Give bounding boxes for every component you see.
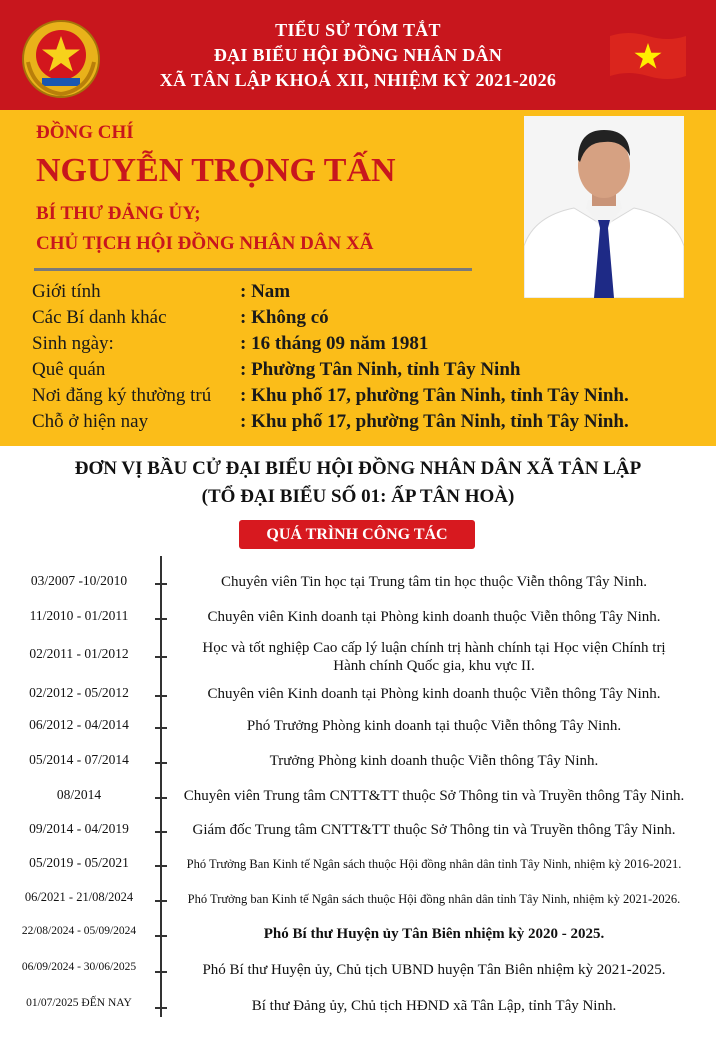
timeline-text: Giám đốc Trung tâm CNTT&TT thuộc Sở Thông tin và Truyền thông Tây Ninh. [192, 822, 676, 838]
portrait-photo [524, 116, 684, 298]
info-row-birthdate [32, 333, 692, 359]
timeline-tick [155, 583, 167, 585]
timeline-text: Phó Trưởng Ban Kinh tế Ngân sách thuộc Hội đồng nhân dân tỉnh Tây Ninh, nhiệm kỳ 2016-2021. [186, 857, 682, 871]
info-label: Quê quán [32, 359, 106, 380]
header-line-3: XÃ TÂN LẬP KHOÁ XII, NHIỆM KỲ 2021-2026 [159, 70, 557, 90]
header-banner [0, 0, 716, 110]
timeline-date: 02/2011 - 01/2012 [29, 646, 129, 661]
timeline-text: Phó Trưởng Phòng kinh doanh tại thuộc Viễn thông Tây Ninh. [246, 718, 622, 734]
timeline-date: 01/07/2025 ĐẾN NAY [26, 997, 132, 1009]
vietnam-flag-icon [608, 30, 688, 82]
timeline-date: 05/2019 - 05/2021 [29, 855, 129, 870]
timeline-date: 11/2010 - 01/2011 [29, 608, 129, 623]
info-label: Sinh ngày: [32, 333, 114, 354]
timeline-tick [155, 935, 167, 937]
timeline-tick [155, 727, 167, 729]
timeline-tick [155, 971, 167, 973]
position-line-2: CHỦ TỊCH HỘI ĐỒNG NHÂN DÂN XÃ [36, 233, 374, 254]
timeline-text: Chuyên viên Tin học tại Trung tâm tin học thuộc Viễn thông Tây Ninh. [220, 574, 648, 590]
divider [34, 268, 472, 271]
timeline-text: Trưởng Phòng kinh doanh thuộc Viễn thông Tây Ninh. [269, 753, 599, 769]
timeline-text: Phó Bí thư Huyện ủy Tân Biên nhiệm kỳ 2020 - 2025. [263, 926, 605, 942]
timeline-tick [155, 900, 167, 902]
header-line-2: ĐẠI BIỂU HỘI ĐỒNG NHÂN DÂN [213, 45, 503, 65]
comrade-title: ĐỒNG CHÍ [36, 122, 134, 143]
electoral-unit-title: ĐƠN VỊ BẦU CỬ ĐẠI BIỂU HỘI ĐỒNG NHÂN DÂN XÃ TÂN LẬP [74, 458, 642, 479]
timeline-date: 06/2021 - 21/08/2024 [24, 890, 134, 904]
timeline-tick [155, 695, 167, 697]
timeline-tick [155, 1007, 167, 1009]
info-label: Nơi đăng ký thường trú [32, 385, 212, 406]
info-label: Giới tính [32, 281, 101, 302]
timeline-text: Chuyên viên Kinh doanh tại Phòng kinh doanh thuộc Viễn thông Tây Ninh. [207, 609, 661, 625]
info-label: Chỗ ở hiện nay [32, 411, 149, 432]
info-row-current-address [32, 411, 692, 437]
timeline-date: 09/2014 - 04/2019 [29, 821, 129, 836]
timeline-text: Phó Trưởng ban Kinh tế Ngân sách thuộc Hội đồng nhân dân tỉnh Tây Ninh, nhiệm kỳ 2021-2026. [187, 892, 681, 906]
header-line-1: TIỂU SỬ TÓM TẮT [275, 20, 441, 40]
timeline-date: 02/2012 - 05/2012 [29, 685, 129, 700]
timeline-date: 22/08/2024 - 05/09/2024 [21, 925, 137, 937]
info-value: : Phường Tân Ninh, tỉnh Tây Ninh [240, 359, 521, 380]
career-section-badge: QUÁ TRÌNH CÔNG TÁC [239, 520, 475, 549]
timeline-text: Học và tốt nghiệp Cao cấp lý luận chính trị hành chính tại Học viện Chính trị Hành chính Quốc gia, khu vực II. [202, 640, 666, 674]
timeline-date: 06/2012 - 04/2014 [29, 717, 129, 732]
electoral-unit-subtitle: (TỔ ĐẠI BIỂU SỐ 01: ẤP TÂN HOÀ) [201, 486, 515, 507]
timeline-tick [155, 618, 167, 620]
info-row-gender [32, 281, 692, 307]
timeline-date: 08/2014 [56, 787, 102, 802]
timeline-tick [155, 656, 167, 658]
info-value: : Khu phố 17, phường Tân Ninh, tỉnh Tây Ninh. [240, 385, 629, 406]
timeline-tick [155, 762, 167, 764]
delegate-name: NGUYỄN TRỌNG TẤN [36, 152, 396, 189]
timeline-date: 06/09/2024 - 30/06/2025 [21, 961, 137, 973]
info-label: Các Bí danh khác [32, 307, 167, 328]
position-line-1: BÍ THƯ ĐẢNG ỦY; [36, 203, 201, 224]
info-value: : 16 tháng 09 năm 1981 [240, 333, 429, 354]
timeline-tick [155, 831, 167, 833]
info-value: : Nam [240, 281, 291, 302]
timeline-text: Chuyên viên Trung tâm CNTT&TT thuộc Sở Thông tin và Truyền thông Tây Ninh. [183, 788, 685, 804]
timeline-tick [155, 865, 167, 867]
info-value: : Không có [240, 307, 329, 328]
timeline-date: 05/2014 - 07/2014 [29, 752, 129, 767]
timeline-text: Phó Bí thư Huyện ủy, Chủ tịch UBND huyện Tân Biên nhiệm kỳ 2021-2025. [202, 962, 666, 978]
info-row-permanent-address [32, 385, 692, 411]
info-row-hometown [32, 359, 692, 385]
timeline-axis [160, 556, 162, 1017]
timeline-text: Bí thư Đảng ủy, Chủ tịch HĐND xã Tân Lập, tỉnh Tây Ninh. [251, 998, 617, 1014]
timeline-date: 03/2007 -10/2010 [30, 573, 128, 588]
info-value: : Khu phố 17, phường Tân Ninh, tỉnh Tây Ninh. [240, 411, 629, 432]
timeline-tick [155, 797, 167, 799]
timeline-text: Chuyên viên Kinh doanh tại Phòng kinh doanh thuộc Viễn thông Tây Ninh. [207, 686, 661, 702]
info-row-alias [32, 307, 692, 333]
